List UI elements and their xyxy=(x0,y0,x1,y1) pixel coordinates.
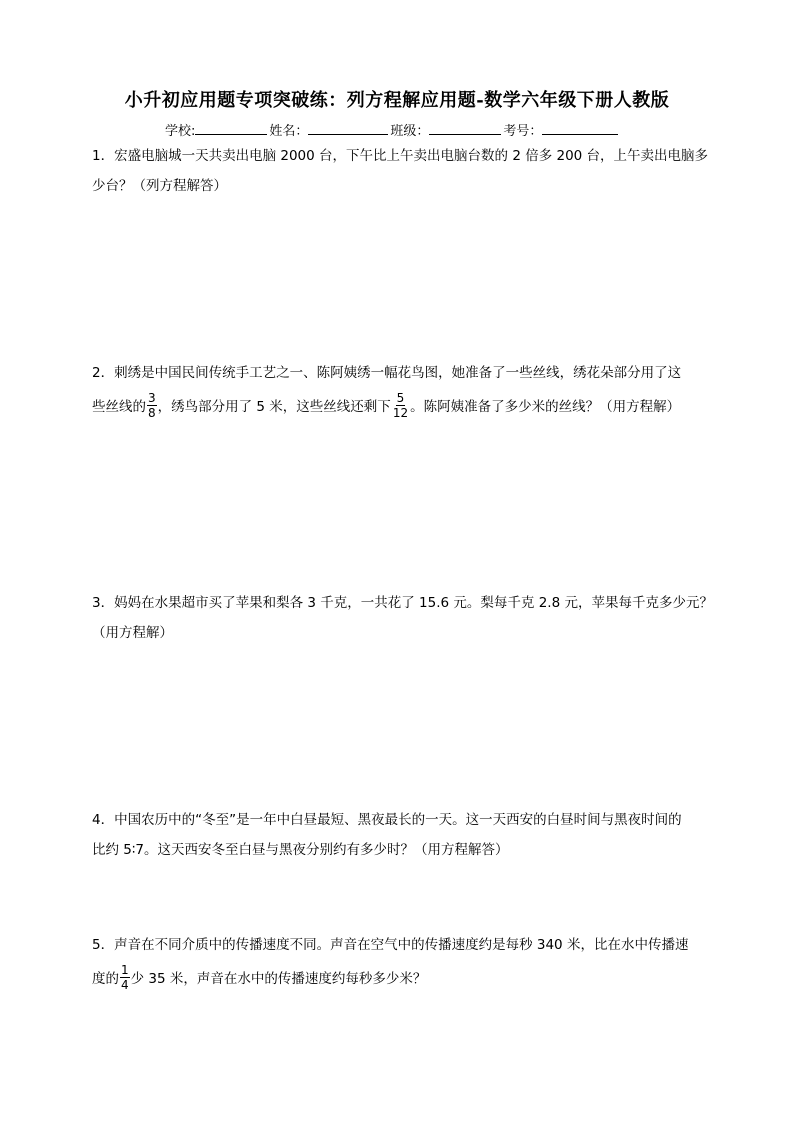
school-label: 学校: xyxy=(165,124,196,139)
question-2-line-1: 2．刺绣是中国民间传统手工艺之一、陈阿姨绣一幅花鸟图，她准备了一些丝线，绣花朵部分用了这 xyxy=(92,365,682,381)
question-5-text-a: 度的 xyxy=(92,971,119,987)
question-3-line-2: （用方程解） xyxy=(92,625,173,641)
class-label: 班级： xyxy=(390,124,430,139)
class-blank[interactable] xyxy=(429,121,501,135)
exam-no-label: 考号： xyxy=(503,124,543,139)
question-2 xyxy=(92,356,712,424)
fraction-denominator: 12 xyxy=(392,405,409,420)
page-title: 小升初应用题专项突破练：列方程解应用题-数学六年级下册人教版 xyxy=(124,90,670,111)
question-1-line-2: 少台？（列方程解答） xyxy=(92,178,227,194)
question-2-text-b: ，绣鸟部分用了 5 米，这些丝线还剩下 xyxy=(157,399,391,415)
question-3-line-1: 3．妈妈在水果超市买了苹果和梨各 3 千克，一共花了 15.6 元。梨每千克 2.8 元，苹果每千克多少元？ xyxy=(92,595,713,611)
question-3 xyxy=(92,588,712,648)
question-5 xyxy=(92,928,712,996)
question-1-line-1: 1．宏盛电脑城一天共卖出电脑 2000 台，下午比上午卖出电脑台数的 2 倍多 200 台，上午卖出电脑多 xyxy=(92,148,709,164)
question-2-text-c: 。陈阿姨准备了多少米的丝线？（用方程解） xyxy=(410,399,681,415)
fraction-denominator: 4 xyxy=(121,977,129,992)
student-info-line xyxy=(165,120,620,139)
question-5-text-b: 少 35 米，声音在水中的传播速度约每秒多少米？ xyxy=(130,971,427,987)
question-5-line-1: 5．声音在不同介质中的传播速度不同。声音在空气中的传播速度约是每秒 340 米，比在水中传播速 xyxy=(92,937,689,953)
fraction-five-twelfths xyxy=(392,392,409,419)
school-blank[interactable] xyxy=(195,121,267,135)
fraction-three-eighths xyxy=(147,392,157,419)
question-4 xyxy=(92,805,712,865)
question-4-line-1: 4．中国农历中的“冬至”是一年中白昼最短、黑夜最长的一天。这一天西安的白昼时间与黑夜时间的 xyxy=(92,812,682,828)
exam-no-blank[interactable] xyxy=(542,121,618,135)
fraction-numerator: 1 xyxy=(121,962,129,977)
question-4-line-2: 比约 5∶7。这天西安冬至白昼与黑夜分别约有多少时？（用方程解答） xyxy=(92,842,509,858)
fraction-denominator: 8 xyxy=(148,405,156,420)
fraction-numerator: 3 xyxy=(148,390,156,405)
name-label: 姓名： xyxy=(269,124,309,139)
fraction-numerator: 5 xyxy=(396,390,405,405)
question-1 xyxy=(92,141,712,201)
question-2-text-a: 些丝线的 xyxy=(92,399,146,415)
name-blank[interactable] xyxy=(308,121,388,135)
fraction-one-quarter xyxy=(120,964,130,991)
question-5-line-2 xyxy=(92,962,712,996)
question-2-line-2 xyxy=(92,390,712,424)
